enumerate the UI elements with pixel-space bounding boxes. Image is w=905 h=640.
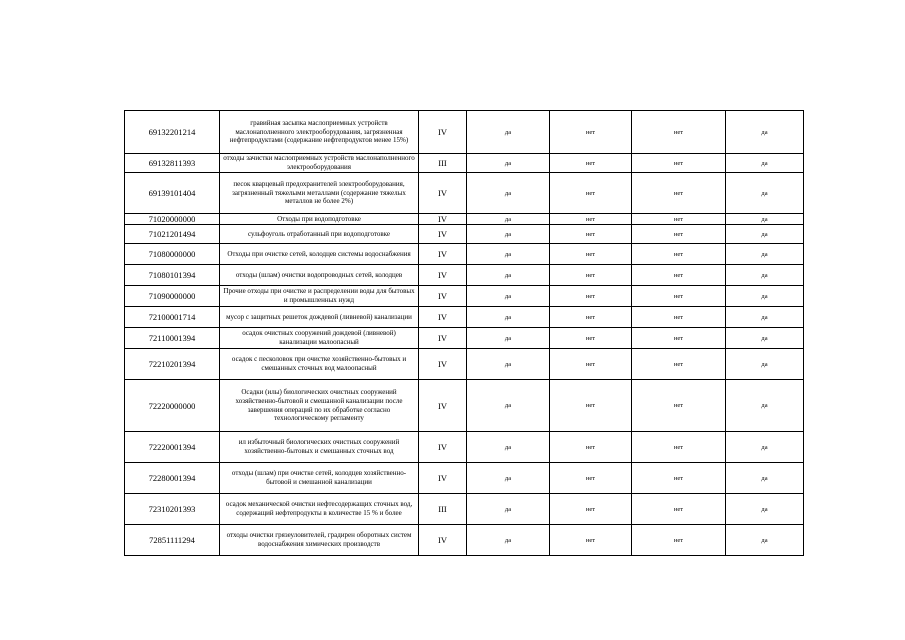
waste-code-cell: 72310201393 <box>125 494 220 525</box>
flag-cell-5: нет <box>550 380 632 432</box>
flag-cell-6: нет <box>632 463 726 494</box>
flag-cell-4: да <box>467 225 550 244</box>
flag-cell-7: да <box>726 214 804 225</box>
flag-cell-4: да <box>467 328 550 349</box>
table-row <box>125 214 804 225</box>
flag-cell-4: да <box>467 349 550 380</box>
waste-name-cell: Прочие отходы при очистке и распределении воды для бытовых и промышленных нужд <box>220 286 419 307</box>
waste-code-cell: 72100001714 <box>125 307 220 328</box>
waste-code-cell: 69132811393 <box>125 154 220 173</box>
table-row <box>125 265 804 286</box>
table-row <box>125 154 804 173</box>
flag-cell-6: нет <box>632 349 726 380</box>
hazard-class-cell: IV <box>419 286 467 307</box>
table-row <box>125 380 804 432</box>
table-row <box>125 349 804 380</box>
waste-name-cell: ил избыточный биологических очистных сооружений хозяйственно-бытовых и смешанных сточных вод <box>220 432 419 463</box>
waste-name-cell: осадок с песколовок при очистке хозяйственно-бытовых и смешанных сточных вод малоопасный <box>220 349 419 380</box>
waste-name-cell: отходы (шлам) очистки водопроводных сетей, колодцев <box>220 265 419 286</box>
flag-cell-7: да <box>726 244 804 265</box>
flag-cell-7: да <box>726 307 804 328</box>
hazard-class-cell: IV <box>419 328 467 349</box>
flag-cell-7: да <box>726 154 804 173</box>
flag-cell-7: да <box>726 265 804 286</box>
flag-cell-7: да <box>726 328 804 349</box>
flag-cell-4: да <box>467 380 550 432</box>
hazard-class-cell: IV <box>419 307 467 328</box>
flag-cell-6: нет <box>632 173 726 214</box>
waste-code-cell: 72220001394 <box>125 432 220 463</box>
table-row <box>125 328 804 349</box>
flag-cell-6: нет <box>632 244 726 265</box>
waste-code-cell: 71090000000 <box>125 286 220 307</box>
hazard-class-cell: III <box>419 154 467 173</box>
waste-name-cell: отходы зачистки маслоприемных устройств маслонаполненного электрооборудования <box>220 154 419 173</box>
table-row <box>125 225 804 244</box>
waste-code-cell: 69132201214 <box>125 111 220 154</box>
flag-cell-6: нет <box>632 225 726 244</box>
hazard-class-cell: IV <box>419 173 467 214</box>
table-row <box>125 463 804 494</box>
flag-cell-4: да <box>467 463 550 494</box>
flag-cell-5: нет <box>550 173 632 214</box>
hazard-class-cell: III <box>419 494 467 525</box>
hazard-class-cell: IV <box>419 111 467 154</box>
flag-cell-5: нет <box>550 349 632 380</box>
flag-cell-6: нет <box>632 525 726 556</box>
flag-cell-4: да <box>467 286 550 307</box>
waste-name-cell: мусор с защитных решеток дождевой (ливневой) канализации <box>220 307 419 328</box>
hazard-class-cell: IV <box>419 463 467 494</box>
waste-code-cell: 71020000000 <box>125 214 220 225</box>
flag-cell-7: да <box>726 380 804 432</box>
flag-cell-6: нет <box>632 214 726 225</box>
flag-cell-6: нет <box>632 265 726 286</box>
waste-classification-table <box>124 110 804 556</box>
flag-cell-5: нет <box>550 225 632 244</box>
waste-code-cell: 72851111294 <box>125 525 220 556</box>
flag-cell-6: нет <box>632 380 726 432</box>
flag-cell-4: да <box>467 525 550 556</box>
waste-code-cell: 72280001394 <box>125 463 220 494</box>
flag-cell-6: нет <box>632 286 726 307</box>
flag-cell-6: нет <box>632 307 726 328</box>
table-row <box>125 173 804 214</box>
flag-cell-5: нет <box>550 432 632 463</box>
waste-name-cell: гравийная засыпка маслоприемных устройств маслонаполненного электрооборудования, загрязненная нефтепродуктами (содержание нефтепродуктов менее 15%) <box>220 111 419 154</box>
flag-cell-5: нет <box>550 328 632 349</box>
waste-name-cell: осадок очистных сооружений дождевой (ливневой) канализации малоопасный <box>220 328 419 349</box>
table-row <box>125 494 804 525</box>
flag-cell-7: да <box>726 432 804 463</box>
waste-name-cell: осадок механической очистки нефтесодержащих сточных вод, содержащий нефтепродукты в количестве 15 % и более <box>220 494 419 525</box>
flag-cell-4: да <box>467 214 550 225</box>
flag-cell-5: нет <box>550 111 632 154</box>
hazard-class-cell: IV <box>419 265 467 286</box>
flag-cell-4: да <box>467 307 550 328</box>
table-row <box>125 525 804 556</box>
waste-code-cell: 72110001394 <box>125 328 220 349</box>
waste-name-cell: отходы (шлам) при очистке сетей, колодцев хозяйственно-бытовой и смешанной канализации <box>220 463 419 494</box>
flag-cell-6: нет <box>632 111 726 154</box>
flag-cell-6: нет <box>632 494 726 525</box>
waste-code-cell: 71080000000 <box>125 244 220 265</box>
waste-name-cell: песок кварцевый предохранителей электрооборудования, загрязненный тяжелыми металлами (содержание тяжелых металлов не более 2%) <box>220 173 419 214</box>
flag-cell-4: да <box>467 494 550 525</box>
flag-cell-6: нет <box>632 328 726 349</box>
hazard-class-cell: IV <box>419 349 467 380</box>
waste-code-cell: 69139101404 <box>125 173 220 214</box>
waste-code-cell: 71080101394 <box>125 265 220 286</box>
flag-cell-5: нет <box>550 214 632 225</box>
flag-cell-5: нет <box>550 154 632 173</box>
table-row <box>125 111 804 154</box>
waste-code-cell: 72210201394 <box>125 349 220 380</box>
hazard-class-cell: IV <box>419 380 467 432</box>
flag-cell-4: да <box>467 154 550 173</box>
waste-name-cell: Осадки (илы) биологических очистных сооружений хозяйственно-бытовой и смешанной канализации после завершения операций по их обработке согласно технологическому регламенту <box>220 380 419 432</box>
hazard-class-cell: IV <box>419 244 467 265</box>
table-row <box>125 432 804 463</box>
waste-name-cell: Отходы при очистке сетей, колодцев системы водоснабжения <box>220 244 419 265</box>
flag-cell-6: нет <box>632 432 726 463</box>
flag-cell-5: нет <box>550 286 632 307</box>
flag-cell-7: да <box>726 173 804 214</box>
flag-cell-5: нет <box>550 244 632 265</box>
flag-cell-6: нет <box>632 154 726 173</box>
flag-cell-7: да <box>726 286 804 307</box>
flag-cell-7: да <box>726 494 804 525</box>
flag-cell-5: нет <box>550 307 632 328</box>
flag-cell-5: нет <box>550 525 632 556</box>
table-row <box>125 244 804 265</box>
waste-name-cell: сульфоуголь отработанный при водоподготовке <box>220 225 419 244</box>
flag-cell-7: да <box>726 225 804 244</box>
table-row <box>125 286 804 307</box>
hazard-class-cell: IV <box>419 432 467 463</box>
flag-cell-5: нет <box>550 494 632 525</box>
flag-cell-7: да <box>726 525 804 556</box>
flag-cell-4: да <box>467 111 550 154</box>
hazard-class-cell: IV <box>419 225 467 244</box>
flag-cell-7: да <box>726 463 804 494</box>
waste-name-cell: Отходы при водоподготовке <box>220 214 419 225</box>
hazard-class-cell: IV <box>419 525 467 556</box>
flag-cell-7: да <box>726 111 804 154</box>
waste-code-cell: 72220000000 <box>125 380 220 432</box>
table-body <box>125 111 804 556</box>
flag-cell-4: да <box>467 244 550 265</box>
waste-code-cell: 71021201494 <box>125 225 220 244</box>
flag-cell-4: да <box>467 432 550 463</box>
flag-cell-4: да <box>467 265 550 286</box>
flag-cell-5: нет <box>550 463 632 494</box>
flag-cell-4: да <box>467 173 550 214</box>
table-row <box>125 307 804 328</box>
waste-name-cell: отходы очистки грязеуловителей, градирен оборотных систем водоснабжения химических производств <box>220 525 419 556</box>
hazard-class-cell: IV <box>419 214 467 225</box>
flag-cell-7: да <box>726 349 804 380</box>
flag-cell-5: нет <box>550 265 632 286</box>
